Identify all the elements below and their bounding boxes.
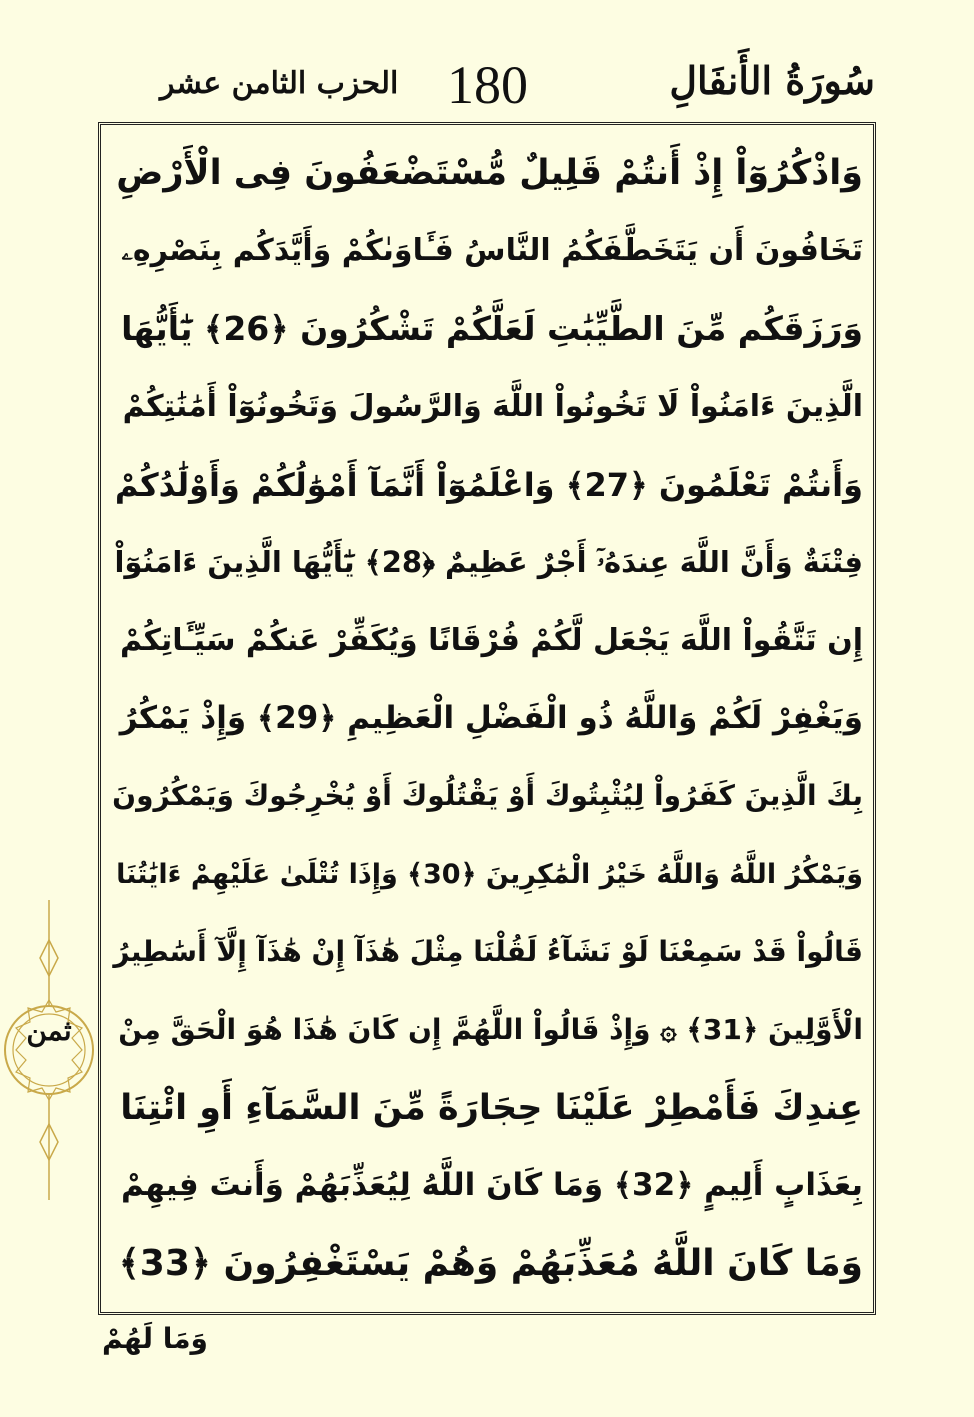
text-frame [98, 122, 876, 1315]
page-header [100, 48, 875, 118]
verse-lines [111, 137, 863, 1300]
text-line: بِكَ الَّذِينَ كَفَرُواْ لِيُثْبِتُوكَ أَوْ يَقْتُلُوكَ أَوْ يُخْرِجُوكَ وَيَمْكُرُونَ [112, 779, 863, 813]
text-line: وَأَنتُمْ تَعْلَمُونَ ﴿27﴾ وَاعْلَمُوٓاْ أَنَّمَآ أَمْوَٰلُكُمْ وَأَوْلَٰدُكُمْ [114, 465, 863, 504]
page-number: 180 [447, 55, 528, 115]
thumn-ornament-icon [0, 900, 98, 1200]
text-line: بِعَذَابٍ أَلِيمٍ ﴿32﴾ وَمَا كَانَ اللَّهُ لِيُعَذِّبَهُمْ وَأَنتَ فِيهِمْ [120, 1167, 863, 1204]
text-line: وَمَا كَانَ اللَّهُ مُعَذِّبَهُمْ وَهُمْ يَسْتَغْفِرُونَ ﴿33﴾ [118, 1242, 863, 1284]
text-line: الْأَوَّلِينَ ﴿31﴾ ۞ وَإِذْ قَالُواْ اللَّهُمَّ إِن كَانَ هَٰذَا هُوَ الْحَقَّ مِنْ [118, 1013, 863, 1047]
text-line: الَّذِينَ ءَامَنُواْ لَا تَخُونُواْ اللَّهَ وَالرَّسُولَ وَتَخُونُوٓاْ أَمَٰنَٰتِكُمْ [122, 388, 863, 424]
text-line: وَرَزَقَكُم مِّنَ الطَّيِّبَٰتِ لَعَلَّكُمْ تَشْكُرُونَ ﴿26﴾ يَٰٓأَيُّهَا [121, 309, 863, 349]
text-line: قَالُواْ قَدْ سَمِعْنَا لَوْ نَشَآءُ لَقُلْنَا مِثْلَ هَٰذَآ إِنْ هَٰذَآ إِلَّآ أَسَٰطِيرُ [113, 935, 863, 969]
hizb-name: الحزب الثامن عشر [160, 66, 399, 101]
text-line: وَاذْكُرُوٓاْ إِذْ أَنتُمْ قَلِيلٌ مُّسْتَضْعَفُونَ فِى الْأَرْضِ [116, 152, 863, 193]
catchword: وَمَا لَهُمْ [102, 1322, 208, 1355]
text-line: وَيَغْفِرْ لَكُمْ وَاللَّهُ ذُو الْفَضْلِ الْعَظِيمِ ﴿29﴾ وَإِذْ يَمْكُرُ [119, 699, 863, 736]
surah-name: سُورَةُ الأَنفَالِ [669, 58, 875, 103]
text-line: عِندِكَ فَأَمْطِرْ عَلَيْنَا حِجَارَةً مِّنَ السَّمَآءِ أَوِ ائْتِنَا [120, 1087, 863, 1128]
text-line: تَخَافُونَ أَن يَتَخَطَّفَكُمُ النَّاسُ فَـَٔاوَىٰكُمْ وَأَيَّدَكُم بِنَصْرِهِۦ [121, 232, 863, 268]
text-line: وَيَمْكُرُ اللَّهُ وَاللَّهُ خَيْرُ الْمَٰكِرِينَ ﴿30﴾ وَإِذَا تُتْلَىٰ عَلَيْهِمْ ءَايَٰتُنَا [116, 858, 863, 890]
text-line: إِن تَتَّقُواْ اللَّهَ يَجْعَل لَّكُمْ فُرْقَانًا وَيُكَفِّرْ عَنكُمْ سَيِّـَٔاتِكُمْ [119, 622, 863, 658]
thumn-marker: ثمن [26, 1014, 72, 1047]
text-line: فِتْنَةٌ وَأَنَّ اللَّهَ عِندَهُۥٓ أَجْرٌ عَظِيمٌ ﴿28﴾ يَٰٓأَيُّهَا الَّذِينَ ءَامَنُوٓاْ [114, 545, 863, 580]
